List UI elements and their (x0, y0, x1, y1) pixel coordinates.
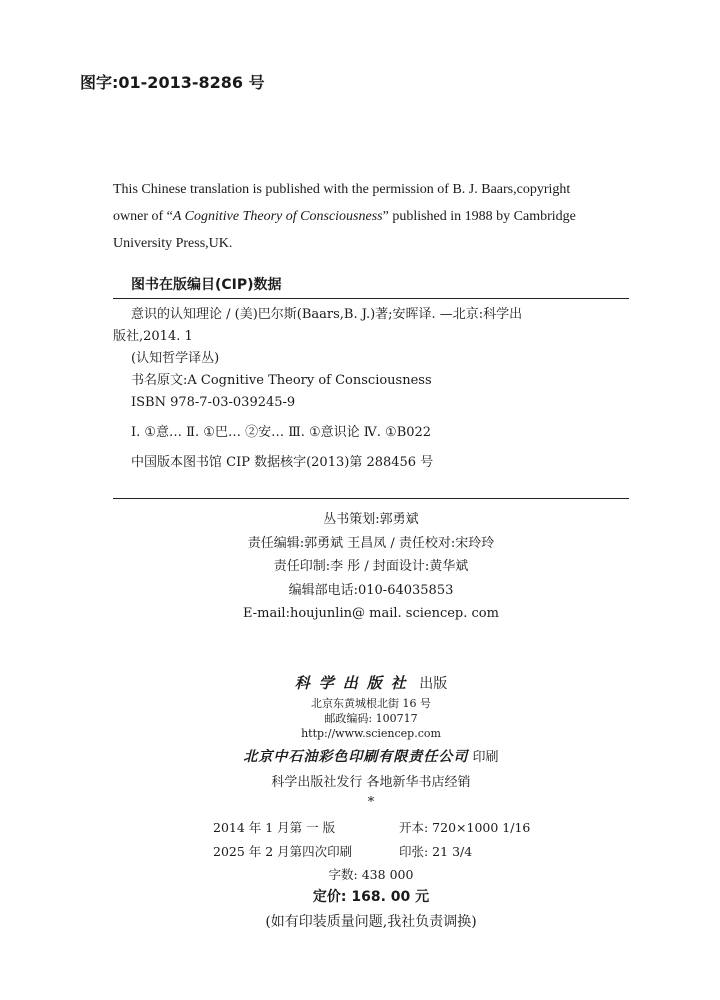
quality-notice: (如有印装质量问题,我社负责调换) (265, 914, 477, 930)
cip-entry-line-2: 版社,2014. 1 (113, 329, 193, 344)
permission-line-2: owner of “A Cognitive Theory of Consciousness” published in 1988 by Cambridge (113, 209, 576, 224)
separator-asterisk: * (367, 795, 375, 810)
permission-line-3: University Press,UK. (113, 236, 233, 251)
publisher-postcode: 邮政编码: 100717 (324, 712, 418, 725)
publisher-line (113, 672, 629, 693)
cip-bottom-rule (113, 498, 629, 499)
word-count: 字数: 438 000 (328, 867, 414, 882)
distribution-line: 科学出版社发行 各地新华书店经销 (271, 775, 471, 790)
cip-classification: Ⅰ. ①意… Ⅱ. ①巴… ②安… Ⅲ. ①意识论 Ⅳ. ①B022 (131, 425, 432, 440)
cip-series: (认知哲学译丛) (131, 351, 220, 366)
print-and-cover-design: 责任印制:李 彤 / 封面设计:黄华斌 (273, 559, 469, 574)
credits-block (113, 508, 629, 626)
publisher-name: 科学出版社 (294, 674, 415, 692)
cip-original-title: 书名原文:A Cognitive Theory of Consciousness (131, 373, 432, 388)
publisher-details (113, 696, 629, 741)
printer-line (113, 746, 629, 766)
printer-name: 北京中石油彩色印刷有限责任公司 (243, 749, 469, 765)
price: 定价: 168. 00 元 (312, 889, 430, 905)
cip-block (113, 304, 629, 474)
printing-info: 2025 年 2 月第四次印刷 (213, 844, 353, 859)
cip-entry-line-1: 意识的认知理论 / (美)巴尔斯(Baars,B. J.)著;安晖译. —北京:科学出 (131, 307, 523, 322)
permission-statement (113, 176, 629, 257)
editorial-phone: 编辑部电话:010-64035853 (288, 582, 454, 598)
permission-line-1: This Chinese translation is published with the permission of B. J. Baars,copyright (113, 182, 571, 197)
original-book-title: A Cognitive Theory of Consciousness (172, 209, 383, 224)
cip-isbn: ISBN 978-7-03-039245-9 (131, 395, 296, 410)
sheets-info: 印张: 21 3/4 (399, 844, 473, 859)
cip-top-rule (113, 298, 629, 299)
cip-core-number: 中国版本图书馆 CIP 数据核字(2013)第 288456 号 (131, 455, 434, 470)
editorial-email: E-mail:houjunlin@ mail. sciencep. com (243, 606, 499, 621)
format-info: 开本: 720×1000 1/16 (399, 820, 531, 835)
publisher-website: http://www.sciencep.com (301, 727, 441, 740)
publisher-address: 北京东黄城根北街 16 号 (311, 697, 431, 710)
responsible-editors: 责任编辑:郭勇斌 王昌凤 / 责任校对:宋玲玲 (247, 535, 495, 551)
publisher-suffix: 出版 (414, 676, 448, 692)
edition-info: 2014 年 1 月第 一 版 (213, 820, 336, 835)
registration-number: 图字:01-2013-8286 号 (80, 73, 265, 92)
series-planner: 丛书策划:郭勇斌 (323, 512, 419, 527)
printer-suffix: 印刷 (468, 750, 499, 765)
cip-heading: 图书在版编目(CIP)数据 (131, 277, 282, 293)
